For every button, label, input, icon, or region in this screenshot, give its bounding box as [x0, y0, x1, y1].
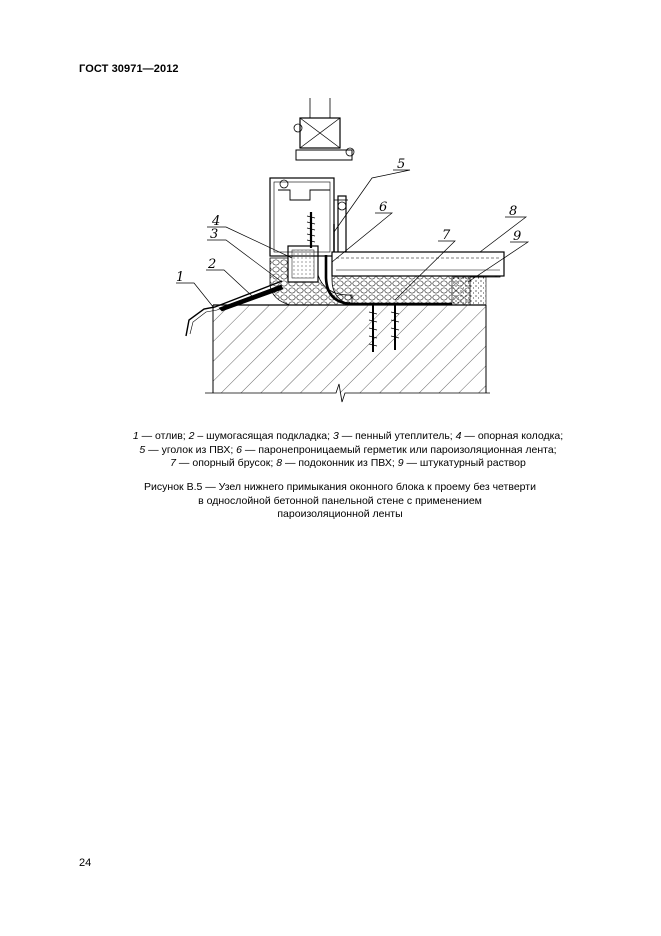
concrete-wall	[205, 305, 490, 402]
caption-line-2: в однослойной бетонной панельной стене с применением	[198, 494, 482, 507]
legend-line-3	[60, 457, 636, 471]
legend-text-4: — опорная колодка;	[461, 430, 564, 442]
legend-num-1: 1	[132, 430, 139, 442]
fastening-screw	[307, 212, 315, 248]
legend-text-3: — пенный утеплитель;	[338, 430, 456, 442]
legend-num-5: 5	[139, 443, 146, 456]
figure-caption	[60, 481, 620, 522]
callout-1: 1	[176, 270, 185, 285]
callout-6: 6	[379, 200, 388, 215]
figure-legend	[60, 430, 636, 471]
legend-line-2	[60, 444, 636, 458]
caption-line-3: пароизоляционной ленты	[277, 508, 403, 520]
callout-5: 5	[397, 157, 406, 172]
callout-3: 3	[210, 227, 219, 242]
legend-text-7: — опорный брусок;	[176, 457, 277, 469]
callout-9: 9	[513, 229, 522, 244]
document-header: ГОСТ 30971—2012	[79, 63, 179, 75]
legend-text-2: – шумогасящая подкладка;	[194, 430, 333, 442]
callout-4: 4	[212, 214, 221, 229]
legend-num-8: 8	[276, 457, 283, 469]
legend-text-6: — паронепроницаемый герметик или пароизоляционная лента;	[242, 443, 557, 456]
legend-num-4: 4	[455, 430, 462, 442]
legend-text-1: — отлив;	[138, 430, 189, 442]
page-number: 24	[79, 857, 92, 869]
legend-text-9: — штукатурный раствор	[403, 457, 526, 469]
legend-line-1	[60, 430, 636, 444]
legend-num-9: 9	[397, 457, 404, 469]
legend-num-2: 2	[188, 430, 195, 442]
pvc-angle	[334, 224, 340, 256]
callout-7: 7	[442, 228, 451, 243]
legend-num-6: 6	[236, 443, 243, 456]
technical-drawing	[0, 0, 661, 420]
callout-8: 8	[509, 204, 518, 219]
legend-num-7: 7	[170, 457, 177, 469]
callout-2: 2	[208, 257, 217, 272]
legend-text-8: — подоконник из ПВХ;	[282, 457, 398, 469]
legend-num-3: 3	[332, 430, 339, 442]
caption-line-1: Рисунок В.5 — Узел нижнего примыкания оконного блока к проему без четверти	[144, 481, 536, 493]
legend-text-5: — уголок из ПВХ;	[145, 443, 237, 456]
pvc-window-board	[332, 252, 504, 276]
